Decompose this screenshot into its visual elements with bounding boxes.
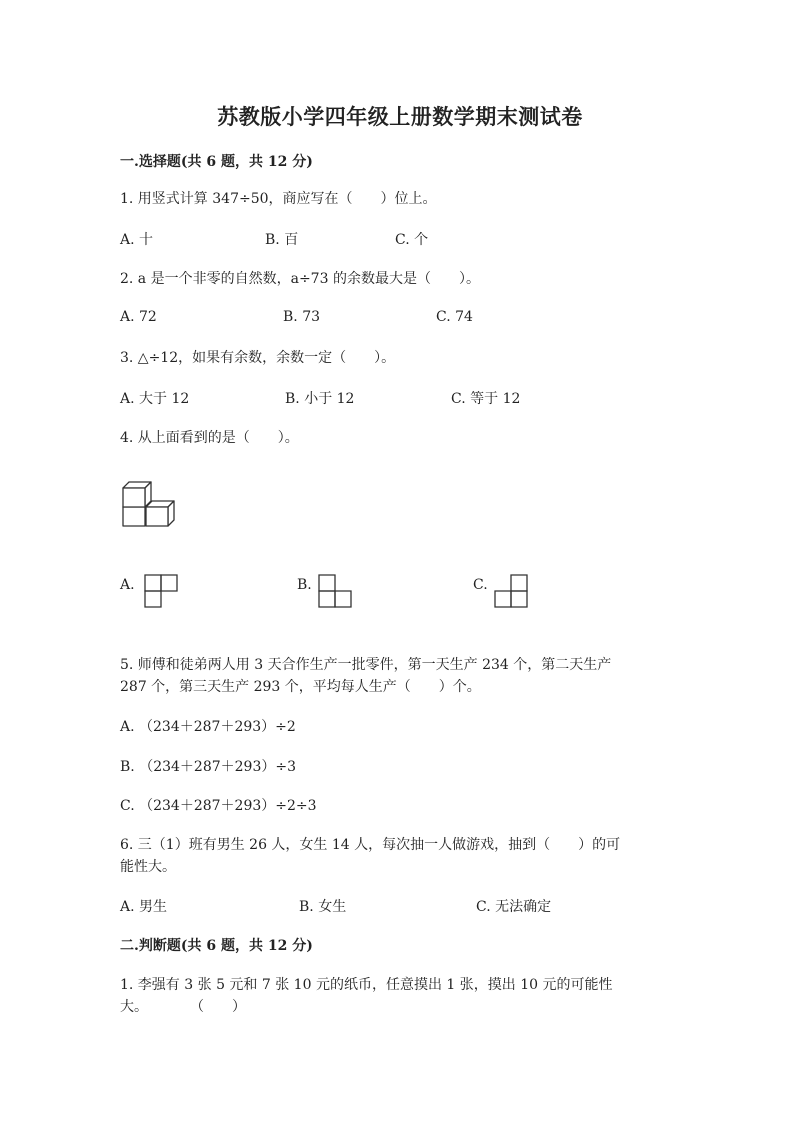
q4-option-a-grid	[144, 574, 178, 608]
q2-option-a: A. 72	[120, 309, 157, 325]
q3-option-a: A. 大于 12	[120, 391, 190, 407]
q1-stem: 1. 用竖式计算 347÷50，商应写在（ ）位上。	[120, 191, 437, 207]
q1-option-c: C. 个	[395, 232, 429, 248]
q4-option-b: B.	[297, 577, 312, 593]
q6-stem-line2: 能性大。	[120, 859, 176, 875]
q1-option-a: A. 十	[120, 232, 154, 248]
section2-heading: 二.判断题(共 6 题，共 12 分)	[120, 938, 313, 954]
q5-stem-line2: 287 个，第三天生产 293 个，平均每人生产（ ）个。	[120, 679, 481, 695]
q5-stem-line1: 5. 师傅和徒弟两人用 3 天合作生产一批零件，第一天生产 234 个，第二天生产	[120, 657, 612, 673]
s2-q1-stem-line2: 大。 （ ）	[120, 999, 246, 1015]
section1-heading: 一.选择题(共 6 题，共 12 分)	[120, 154, 313, 170]
q4-option-b-grid	[318, 574, 352, 608]
q6-option-c: C. 无法确定	[476, 899, 552, 915]
page-title: 苏教版小学四年级上册数学期末测试卷	[217, 104, 583, 129]
q2-stem: 2. a 是一个非零的自然数，a÷73 的余数最大是（ ）。	[120, 271, 480, 287]
q4-option-a: A.	[120, 577, 135, 593]
q5-option-a: A. （234＋287＋293）÷2	[120, 719, 296, 735]
q4-option-c-grid	[494, 574, 528, 608]
q3-option-c: C. 等于 12	[451, 391, 521, 407]
q6-option-b: B. 女生	[299, 899, 347, 915]
q6-option-a: A. 男生	[120, 899, 168, 915]
q6-stem-line1: 6. 三（1）班有男生 26 人，女生 14 人，每次抽一人做游戏，抽到（ ）的可	[120, 837, 621, 853]
s2-q1-stem-line1: 1. 李强有 3 张 5 元和 7 张 10 元的纸币，任意摸出 1 张，摸出 10 元的可能性	[120, 977, 613, 993]
q3-stem: 3. △÷12，如果有余数，余数一定（ ）。	[120, 350, 396, 366]
q3-option-b: B. 小于 12	[285, 391, 355, 407]
q2-option-c: C. 74	[436, 309, 473, 325]
cube-stack-figure	[118, 476, 184, 528]
q4-stem: 4. 从上面看到的是（ ）。	[120, 430, 299, 446]
q1-option-b: B. 百	[265, 232, 299, 248]
q5-option-b: B. （234＋287＋293）÷3	[120, 759, 296, 775]
q2-option-b: B. 73	[283, 309, 321, 325]
q4-option-c: C.	[473, 577, 488, 593]
q5-option-c: C. （234＋287＋293）÷2÷3	[120, 798, 317, 814]
